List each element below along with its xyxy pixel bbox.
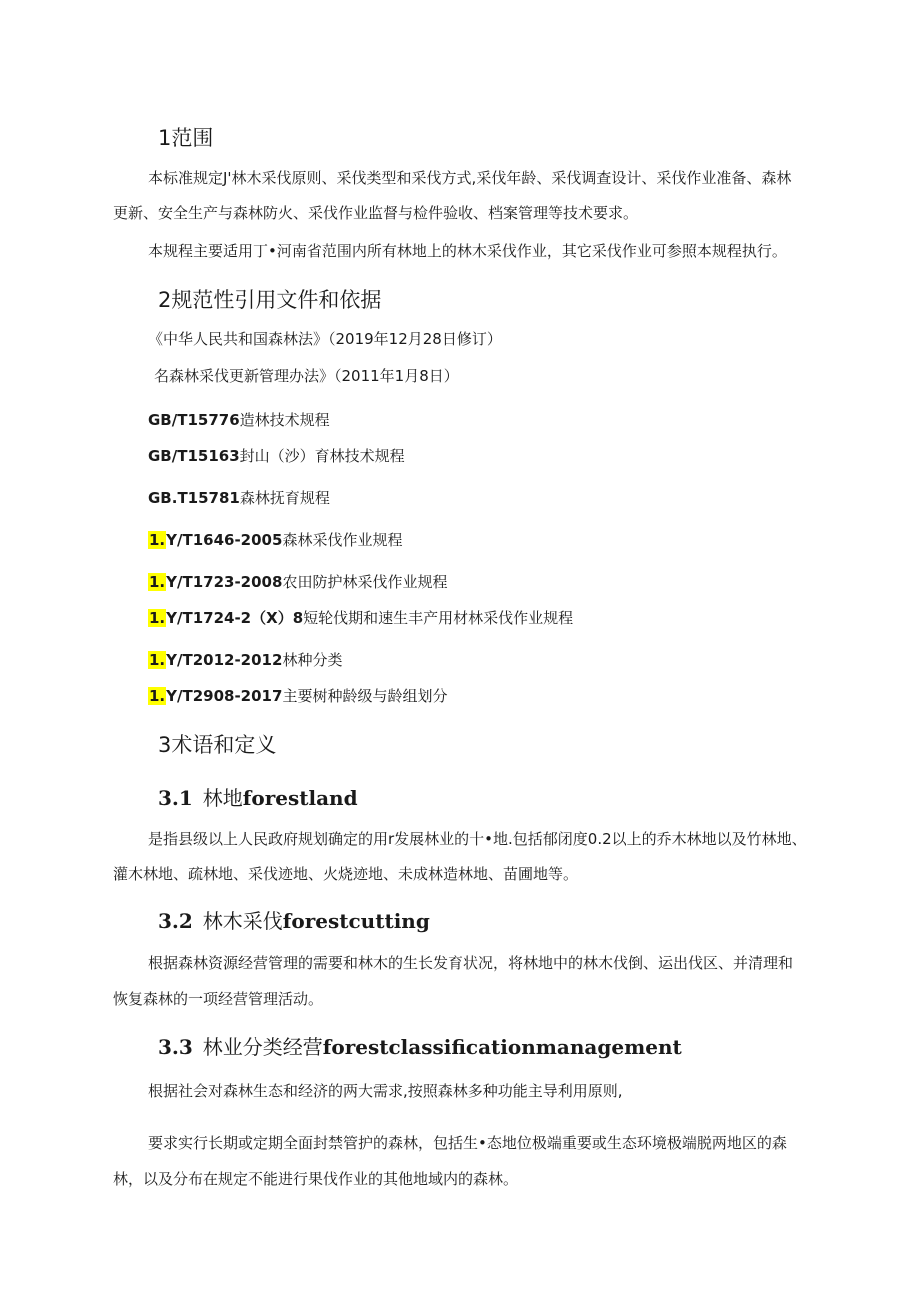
section-1-paragraph-1-line-1: 本标准规定J'林木采伐原则、采伐类型和采伐方式,采伐年龄、采伐调查设计、采伐作业准备、森林 [148, 169, 792, 187]
reference-law-2: 名森林采伐更新管理办法》（2011年1月8日） [154, 367, 459, 385]
reference-item [148, 572, 447, 592]
reference-name: 主要树种龄级与龄组划分 [282, 687, 448, 705]
subsection-title-cn: 林木采伐 [202, 909, 283, 933]
reference-code: GB/T15163 [148, 447, 240, 465]
highlight-mark: 1. [149, 573, 166, 591]
reference-item [148, 608, 573, 628]
subsection-title-en: forestclassificationmanagement [322, 1035, 682, 1059]
reference-name: 农田防护林采伐作业规程 [282, 573, 448, 591]
reference-code: Y/T1723-2008 [166, 573, 283, 591]
reference-law-1: 《中华人民共和国森林法》（2019年12月28日修订） [148, 330, 502, 348]
reference-item [148, 650, 342, 670]
subsection-title-en: forestcutting [282, 909, 430, 933]
subsection-3-3-line-1: 根据社会对森林生态和经济的两大需求,按照森林多种功能主导利用原则, [148, 1082, 623, 1100]
reference-name: 造林技术规程 [239, 411, 330, 429]
highlight-mark: 1. [149, 687, 166, 705]
subsection-3-2-line-2: 恢复森林的一项经营管理活动。 [113, 990, 324, 1008]
subsection-number: 3.3 [158, 1035, 193, 1059]
reference-name: 森林抚育规程 [239, 489, 330, 507]
subsection-title-cn: 林地 [202, 786, 243, 810]
reference-code: Y/T1724-2（X）8 [166, 609, 304, 627]
reference-item [148, 446, 405, 466]
highlight-mark: 1. [149, 651, 166, 669]
reference-code: Y/T2012-2012 [166, 651, 283, 669]
section-3-heading: 3术语和定义 [158, 733, 277, 757]
reference-item [148, 488, 330, 508]
subsection-number: 3.1 [158, 786, 193, 810]
subsection-3-2-line-1: 根据森林资源经营管理的需要和林木的生长发育状况，将林地中的林木伐倒、运出伐区、并清理和 [148, 954, 794, 972]
subsection-number: 3.2 [158, 909, 193, 933]
subsection-3-3-heading [158, 1034, 682, 1060]
subsection-3-2-heading [158, 908, 430, 934]
reference-code: GB/T15776 [148, 411, 240, 429]
reference-code: GB.T15781 [148, 489, 240, 507]
section-1-heading: 1范围 [158, 126, 214, 150]
section-1-paragraph-2: 本规程主要适用丁•河南省范围内所有林地上的林木采伐作业，其它采伐作业可参照本规程执行。 [148, 242, 787, 260]
reference-item [148, 686, 447, 706]
subsection-3-1-line-2: 灌木林地、疏林地、采伐迹地、火烧迹地、未成林造林地、苗圃地等。 [113, 865, 579, 883]
reference-code: Y/T1646-2005 [166, 531, 283, 549]
highlight-mark: 1. [149, 609, 166, 627]
subsection-title-en: forestland [242, 786, 358, 810]
reference-item [148, 410, 330, 430]
reference-name: 林种分类 [282, 651, 343, 669]
subsection-3-1-heading [158, 785, 358, 811]
reference-name: 封山（沙）育林技术规程 [239, 447, 405, 465]
subsection-3-1-line-1: 是指县级以上人民政府规划确定的用r发展林业的十•地.包括郁闭度0.2以上的乔木林地以及竹林地、 [148, 830, 807, 848]
reference-item [148, 530, 402, 550]
subsection-title-cn: 林业分类经营 [202, 1035, 323, 1059]
subsection-3-3-line-2: 要求实行长期或定期全面封禁管护的森林，包括生•态地位极端重要或生态环境极端脱两地区的森 [148, 1134, 787, 1152]
subsection-3-3-line-3: 林，以及分布在规定不能进行果伐作业的其他地域内的森林。 [113, 1170, 519, 1188]
highlight-mark: 1. [149, 531, 166, 549]
reference-code: Y/T2908-2017 [166, 687, 283, 705]
reference-name: 森林采伐作业规程 [282, 531, 403, 549]
reference-name: 短轮伐期和速生丰产用材林采伐作业规程 [303, 609, 574, 627]
section-1-paragraph-1-line-2: 更新、安全生产与森林防火、采伐作业监督与检件验收、档案管理等技术要求。 [113, 204, 639, 222]
section-2-heading: 2规范性引用文件和依据 [158, 288, 382, 312]
